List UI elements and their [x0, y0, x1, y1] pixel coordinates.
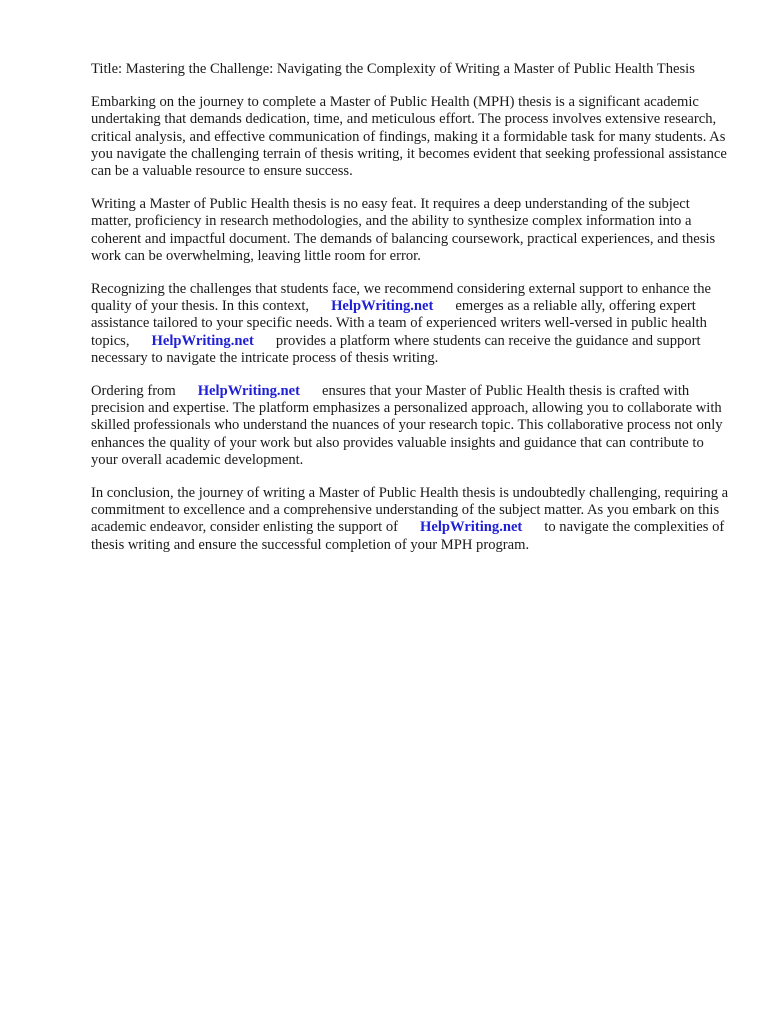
text-segment: to navigate the complexities of thesis writing and ensure the successful completion of your MPH program. — [91, 519, 725, 553]
text-segment: In conclusion, the journey of writing a Master of Public Health thesis is undoubtedly challenging, requiring a commitment to excellence and a comprehensive understanding of the subject matter. As you embark on this academic endeavor, consider enlisting the support of — [91, 485, 729, 536]
text-segment: emerges as a reliable ally, offering expert assistance tailored to your specific needs. With a team of experienced writers well-versed in public health topics, — [91, 298, 707, 349]
document-title: Title: Mastering the Challenge: Navigating the Complexity of Writing a Master of Public Health Thesis — [91, 61, 695, 77]
helpwriting-link[interactable]: HelpWriting.net — [151, 332, 254, 349]
paragraph-ordering — [91, 383, 731, 469]
paragraph-recommendation — [91, 281, 731, 367]
paragraph-intro: Embarking on the journey to complete a Master of Public Health (MPH) thesis is a significant academic undertaking that demands dedication, time, and meticulous effort. The process involves extensive research, critical analysis, and effective communication of findings, making it a formidable task for many students. As you navigate the challenging terrain of thesis writing, it becomes evident that seeking professional assistance can be a valuable resource to ensure success. — [91, 94, 727, 180]
text-segment: provides a platform where students can receive the guidance and support necessary to navigate the intricate process of thesis writing. — [91, 332, 701, 366]
helpwriting-link[interactable]: HelpWriting.net — [197, 383, 300, 400]
helpwriting-link[interactable]: HelpWriting.net — [420, 519, 523, 536]
helpwriting-link[interactable]: HelpWriting.net — [331, 298, 434, 315]
paragraph-conclusion — [91, 485, 731, 554]
paragraph-challenges: Writing a Master of Public Health thesis is no easy feat. It requires a deep understanding of the subject matter, proficiency in research methodologies, and the ability to synthesize complex information into a coherent and impactful document. The demands of balancing coursework, practical experiences, and thesis work can be overwhelming, leaving little room for error. — [91, 196, 716, 264]
text-segment: Ordering from — [91, 383, 176, 400]
document-page — [91, 61, 731, 570]
text-segment: Recognizing the challenges that students face, we recommend considering external support to enhance the quality of your thesis. In this context, — [91, 281, 712, 315]
text-segment: ensures that your Master of Public Health thesis is crafted with precision and expertise. The platform emphasizes a personalized approach, allowing you to collaborate with skilled professionals who understand the nuances of your research topic. This collaborative process not only enhances the quality of your work but also provides valuable insights and guidance that can contribute to your overall academic development. — [91, 383, 723, 468]
